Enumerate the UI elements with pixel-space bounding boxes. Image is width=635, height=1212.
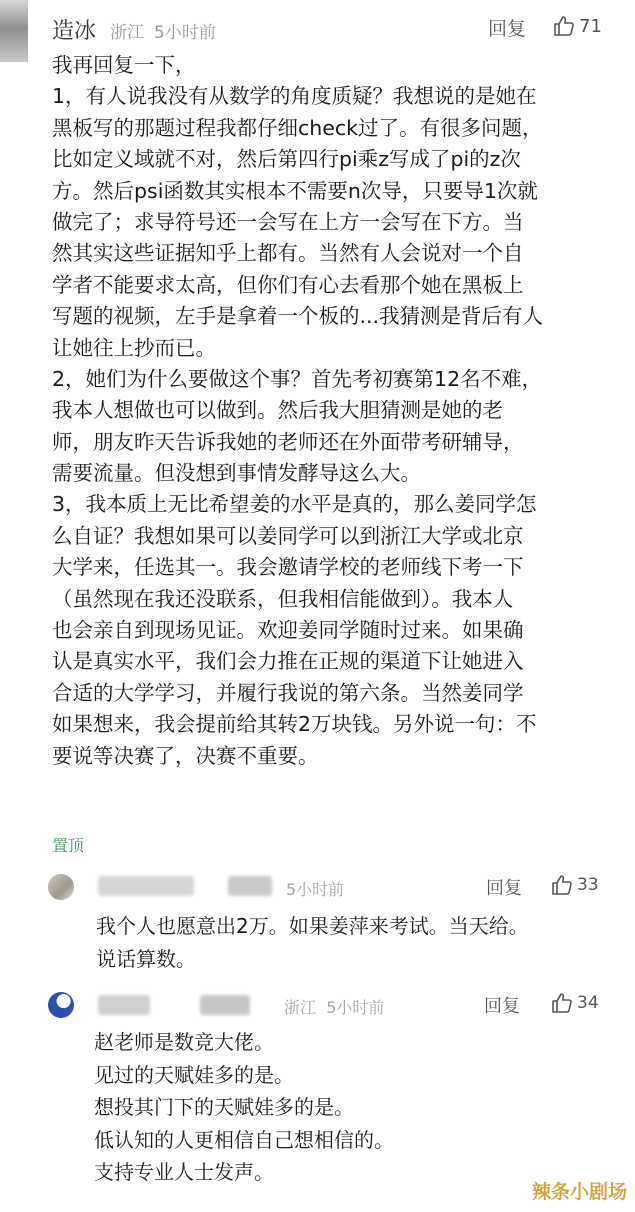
timestamp: 5小时前: [154, 23, 216, 43]
username-redacted: [98, 995, 150, 1015]
comment-line: 1，有人说我没有从数学的角度质疑？我想说的是她在: [52, 84, 537, 109]
avatar[interactable]: [48, 874, 74, 900]
reply-button[interactable]: 回复: [486, 878, 522, 899]
thumbs-up-icon: [552, 14, 576, 38]
username-redacted: [228, 876, 272, 896]
comment-line: 需要流量。但没想到事情发酵导这么大。: [52, 461, 421, 486]
comment-line: 我再回复一下，: [52, 53, 196, 77]
reply-line: 支持专业人士发声。: [94, 1160, 274, 1184]
comment-line: 2，她们为什么要做这个事？首先考初赛第12名不难，: [52, 366, 543, 391]
reply-line: 想投其门下的天赋娃多的是。: [94, 1095, 354, 1119]
comment-line: 学者不能要求太高，但你们有心去看那个她在黑板上: [52, 272, 524, 297]
comment-line: 合适的大学学习，并履行我说的第六条。当然姜同学: [52, 680, 524, 705]
like-button[interactable]: [550, 873, 599, 897]
comment-line: 认是真实水平，我们会力推在正规的渠道下让她进入: [52, 649, 524, 674]
reply-button[interactable]: 回复: [484, 996, 520, 1017]
like-count: 33: [577, 875, 599, 895]
comment-line: 大学来，任选其一。我会邀请学校的老师线下考一下: [52, 555, 524, 580]
comment-body: [52, 50, 612, 772]
like-button[interactable]: [552, 14, 602, 38]
comment-line: 么自证？我想如果可以姜同学可以到浙江大学或北京: [52, 523, 524, 548]
comment-line: 让她往上抄而已。: [52, 335, 216, 360]
location-label: 浙江: [110, 23, 144, 43]
watermark: 辣条小剧场: [531, 1181, 627, 1203]
username-redacted: [200, 995, 250, 1015]
like-count: 71: [579, 15, 602, 37]
comment-line: 3，我本质上无比希望姜的水平是真的，那么姜同学怎: [52, 492, 537, 517]
username-redacted: [98, 876, 194, 896]
comment-line: 比如定义域就不对，然后第四行pi乘z写成了pi的z次: [52, 147, 521, 172]
comment-meta: [284, 995, 384, 1018]
comment-line: 也会亲自到现场见证。欢迎姜同学随时过来。如果确: [52, 618, 524, 643]
comment-line: 黑板写的那题过程我都仔细check过了。有很多问题，: [52, 115, 543, 140]
reply-line: 我个人也愿意出2万。如果姜萍来考试。当天给。: [96, 914, 529, 938]
avatar[interactable]: [0, 0, 28, 62]
location-label: 浙江: [284, 998, 317, 1017]
pinned-badge: 置顶: [52, 836, 85, 855]
comment-line: 然其实这些证据知乎上都有。当然有人会说对一个自: [52, 241, 524, 266]
comment-line: 写题的视频，左手是拿着一个板的...我猜测是背后有人: [52, 304, 544, 329]
timestamp: 5小时前: [326, 998, 385, 1017]
reply-body: [94, 1026, 394, 1189]
thumbs-up-icon: [550, 991, 574, 1015]
comment-line: 做完了；求导符号还一会写在上方一会写在下方。当: [52, 209, 524, 234]
comment-meta: [110, 18, 216, 43]
reply-button[interactable]: 回复: [488, 18, 527, 40]
reply-line: 赵老师是数竞大佬。: [94, 1030, 274, 1054]
comment-line: 方。然后psi函数其实根本不需要n次导，只要导1次就: [52, 178, 538, 203]
reply-line: 见过的天赋娃多的是。: [94, 1062, 294, 1087]
comment-line: 师，朋友昨天告诉我她的老师还在外面带考研辅导，: [52, 429, 524, 454]
reply-body: [96, 910, 529, 976]
comment-line: （虽然现在我还没联系，但我相信能做到）。我本人: [52, 586, 514, 611]
comment-line: 要说等决赛了，决赛不重要。: [52, 743, 319, 768]
comment-line: 我本人想做也可以做到。然后我大胆猜测是她的老: [52, 398, 503, 423]
thumbs-up-icon: [550, 873, 574, 897]
reply-line: 说话算数。: [96, 947, 196, 971]
avatar[interactable]: [48, 992, 74, 1018]
reply-line: 低认知的人更相信自己想相信的。: [94, 1127, 394, 1152]
like-button[interactable]: [550, 991, 599, 1015]
comment-header: [52, 12, 611, 48]
timestamp: 5小时前: [286, 880, 345, 899]
comment-line: 如果想来，我会提前给其转2万块钱。另外说一句：不: [52, 712, 537, 737]
author-name[interactable]: 造冰: [52, 19, 97, 44]
like-count: 34: [577, 993, 599, 1013]
